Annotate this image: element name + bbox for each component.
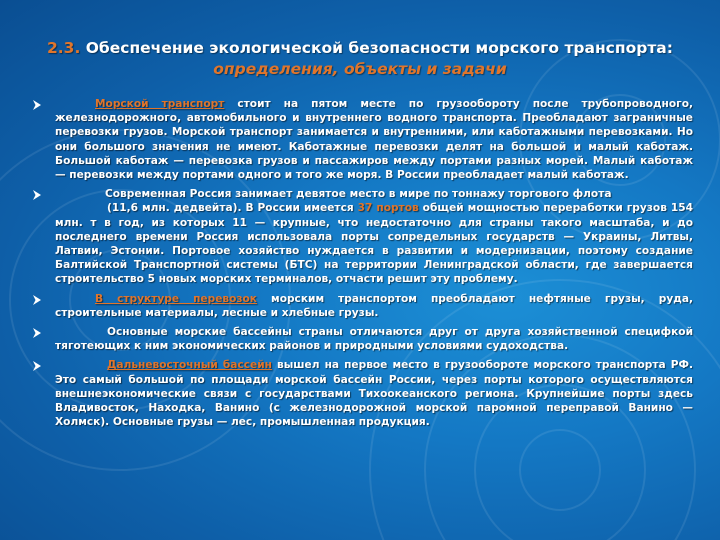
- keyword-link[interactable]: В структуре перевозок: [95, 292, 257, 305]
- bullet-item: [28, 325, 693, 353]
- slide-title: [40, 38, 680, 80]
- bullet-item: [28, 97, 693, 182]
- bullet-text: Морской транспорт стоит на пятом месте по грузообороту после трубопроводного, железнодорожного, автомобильного и внутреннего водного транспорта. Преобладают заграничные перевозки грузов. Морской транспорт занимается и внутренними, или каботажными перевозками. Но они большого значения не имеют. Каботажные перевозки делят на большой и малый каботаж. Большой каботаж — перевозка грузов и пассажиров между портами разных морей. Малый каботаж — перевозки между портами одного и того же моря. В России преобладает малый каботаж.: [55, 98, 693, 182]
- arrow-bullet-icon: [31, 327, 43, 339]
- keyword-link[interactable]: Морской транспорт: [95, 98, 225, 110]
- bullet-text: Дальневосточный бассейн вышел на первое место в грузообороте морского транспорта РФ. Это самый большой по площади морской бассейн России, через порты которого осуществляются внешнеэкономические связи с государствами Тихоокеанского региона. Крупнейшие порты здесь Владивосток, Находка, Ванино (с железнодорожной морской паромной переправой Ванино — Холмск). Основные грузы — лес, промышленная продукция.: [55, 359, 693, 429]
- bullet-item: [28, 187, 693, 286]
- arrow-bullet-icon: [31, 294, 43, 306]
- bullet-item: [28, 358, 693, 429]
- keyword-highlight: 37 портов: [357, 202, 419, 215]
- bullet-text: Основные морские бассейны страны отличаются друг от друга хозяйственной специфкой тяготеющих к ним экономических районов и природными условиями судоходства.: [55, 326, 693, 353]
- title-main: Обеспечение экологической безопасности морского транспорта:: [80, 39, 673, 57]
- arrow-bullet-icon: [31, 99, 43, 111]
- arrow-bullet-icon: [31, 360, 43, 372]
- title-subtitle: определения, объекты и задачи: [213, 60, 507, 78]
- arrow-bullet-icon: [31, 189, 43, 201]
- section-number: 2.3.: [47, 39, 81, 57]
- bullet-text: (11,6 млн. дедвейта). В России имеется 37 портов общей мощностью переработки грузов 154 млн. т в год, из которых 11 — крупные, что недостаточно для страны такого масштаба, и до последнего времени Россия использовала порты сопредельных государств — Украины, Литвы, Латвии, Эстонии. Портовое хозяйство нуждается в развитии и модернизации, поэтому создание Балтийской Транспортной системы (БТС) на территории Ленинградской области, где завершается строительство 5 новых морских терминалов, отчасти решит эту проблему.: [55, 202, 693, 286]
- bullet-item: [28, 292, 693, 320]
- keyword-link[interactable]: Дальневосточный бассейн: [107, 359, 272, 372]
- bullet-list: [28, 97, 693, 429]
- bullet-heading-line: Современная Россия занимает девятое место в мире по тоннажу торгового флота: [105, 188, 612, 201]
- bullet-text: В структуре перевозок морским транспортом преобладают нефтяные грузы, руда, строительные материалы, лесные и хлебные грузы.: [55, 292, 693, 319]
